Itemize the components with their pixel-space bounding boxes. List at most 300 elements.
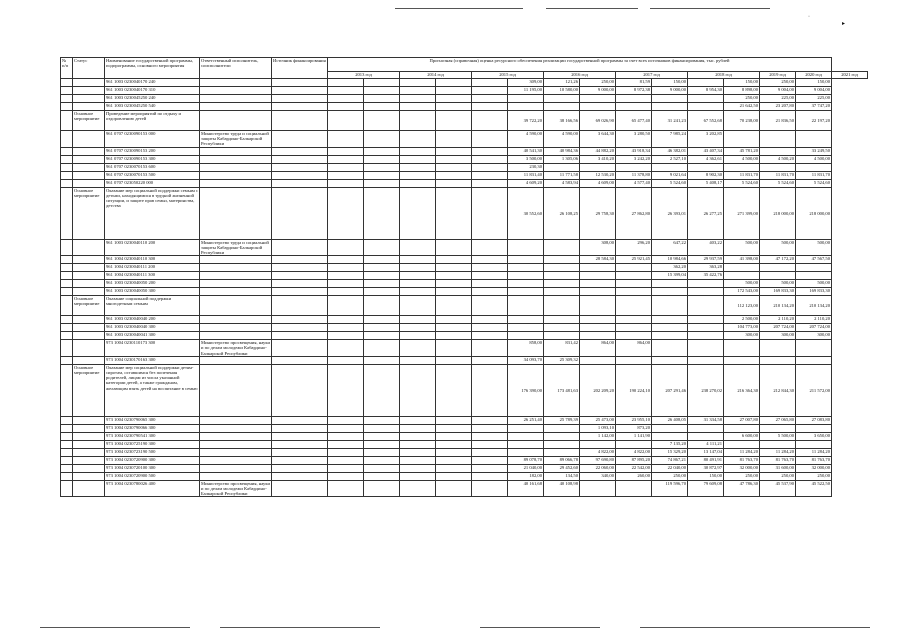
value-cell: 27 862,80: [616, 187, 652, 239]
row-num-cell: [61, 111, 73, 131]
value-cell: [328, 111, 364, 131]
row-status-cell: [73, 332, 105, 340]
value-cell: [616, 324, 652, 332]
row-executor-cell: [200, 171, 272, 179]
value-cell: 362,20: [652, 264, 688, 272]
value-cell: [544, 448, 580, 456]
value-cell: 119 596,70: [652, 480, 688, 497]
value-cell: 13 147,04: [688, 448, 724, 456]
value-cell: 6 600,00: [724, 432, 760, 440]
value-cell: [580, 264, 616, 272]
value-cell: 309,00: [508, 79, 544, 87]
value-cell: [400, 472, 436, 480]
row-executor-cell: [200, 440, 272, 448]
row-name-cell: 961 1003 0230040050 200: [105, 280, 200, 288]
value-cell: [580, 480, 616, 497]
row-name-cell: 973 1004 0230720900 300: [105, 456, 200, 464]
value-cell: [616, 332, 652, 340]
value-cell: 5 500,00: [760, 432, 796, 440]
value-cell: 11 284,20: [760, 448, 796, 456]
value-cell: [400, 103, 436, 111]
value-cell: [328, 424, 364, 432]
value-cell: [472, 472, 508, 480]
value-cell: [688, 103, 724, 111]
scan-artifact-mark: ·: [808, 14, 810, 20]
row-executor-cell: [200, 256, 272, 264]
value-cell: [580, 316, 616, 324]
value-cell: [328, 147, 364, 155]
row-name-cell: 961 1003 0230040041 300: [105, 332, 200, 340]
table-row: [61, 187, 868, 239]
value-cell: [400, 131, 436, 148]
row-source-cell: [272, 324, 328, 332]
row-num-cell: [61, 272, 73, 280]
row-executor-cell: [200, 416, 272, 424]
value-cell: [436, 296, 472, 316]
row-status-cell: [73, 324, 105, 332]
value-cell: [508, 332, 544, 340]
value-cell: 40 161,68: [508, 480, 544, 497]
value-cell: [652, 332, 688, 340]
value-cell: 29 452,60: [544, 464, 580, 472]
value-cell: 8 898,00: [724, 87, 760, 95]
row-source-cell: [272, 95, 328, 103]
value-cell: [724, 440, 760, 448]
value-cell: [796, 356, 832, 364]
value-cell: [400, 316, 436, 324]
value-cell: 81,59: [616, 79, 652, 87]
value-cell: [328, 131, 364, 148]
row-executor-cell: [200, 324, 272, 332]
row-name-cell: 973 1004 0230110173 300: [105, 340, 200, 357]
value-cell: 22 542,00: [616, 464, 652, 472]
row-executor-cell: [200, 472, 272, 480]
header-year-5: 2017 год: [616, 72, 688, 79]
value-cell: [328, 332, 364, 340]
value-cell: [436, 356, 472, 364]
row-name-cell: 961 0707 0230090153 000: [105, 131, 200, 148]
value-cell: 4 609,00: [580, 179, 616, 187]
value-cell: [400, 356, 436, 364]
value-cell: [508, 256, 544, 264]
value-cell: [616, 95, 652, 103]
value-cell: 3 650,00: [796, 432, 832, 440]
value-cell: 2 527,10: [652, 155, 688, 163]
value-cell: [364, 79, 400, 87]
row-source-cell: [272, 179, 328, 187]
value-cell: [688, 163, 724, 171]
value-cell: [436, 131, 472, 148]
value-cell: [616, 272, 652, 280]
value-cell: [436, 440, 472, 448]
value-cell: 4 500,00: [796, 155, 832, 163]
value-cell: [400, 272, 436, 280]
value-cell: [364, 416, 400, 424]
value-cell: 308,00: [580, 239, 616, 256]
value-cell: [724, 264, 760, 272]
value-cell: [400, 432, 436, 440]
value-cell: [328, 179, 364, 187]
row-name-cell: 973 1004 0230720100 300: [105, 464, 200, 472]
row-num-cell: [61, 316, 73, 324]
value-cell: [328, 440, 364, 448]
value-cell: [472, 155, 508, 163]
value-cell: 22 197,20: [796, 111, 832, 131]
value-cell: 250,00: [724, 472, 760, 480]
value-cell: 4 500,20: [760, 155, 796, 163]
value-cell: [616, 356, 652, 364]
value-cell: [796, 272, 832, 280]
row-num-cell: [61, 332, 73, 340]
value-cell: [472, 340, 508, 357]
row-source-cell: [272, 448, 328, 456]
row-status-cell: [73, 179, 105, 187]
row-source-cell: [272, 187, 328, 239]
row-name-cell: Проведение мероприятий по отдыху и оздоровлению детей: [105, 111, 200, 131]
value-cell: 47 172,20: [760, 256, 796, 264]
value-cell: [364, 256, 400, 264]
value-cell: [436, 187, 472, 239]
value-cell: 25 789,39: [544, 416, 580, 424]
value-cell: [472, 288, 508, 296]
value-cell: [472, 179, 508, 187]
value-cell: 40 541,30: [508, 147, 544, 155]
value-cell: [400, 296, 436, 316]
value-cell: 11 831,40: [508, 171, 544, 179]
value-cell: [364, 239, 400, 256]
value-cell: [400, 456, 436, 464]
value-cell: [688, 316, 724, 324]
value-cell: 45 781,20: [724, 147, 760, 155]
value-cell: 176 390,00: [508, 364, 544, 416]
row-name-cell: 961 1003 0230040170 240: [105, 79, 200, 87]
row-name-cell: 973 1004 0230720900 500: [105, 472, 200, 480]
value-cell: 11 284,20: [796, 448, 832, 456]
value-cell: [472, 79, 508, 87]
value-cell: [400, 464, 436, 472]
row-source-cell: [272, 364, 328, 416]
value-cell: [364, 340, 400, 357]
row-name-cell: 973 1004 0230790065 300: [105, 416, 200, 424]
value-cell: [400, 95, 436, 103]
value-cell: 11 378,80: [616, 171, 652, 179]
value-cell: 4 583,94: [544, 179, 580, 187]
value-cell: [364, 440, 400, 448]
value-cell: [400, 364, 436, 416]
value-cell: 67 552,68: [688, 111, 724, 131]
row-status-cell: [73, 79, 105, 87]
value-cell: [436, 288, 472, 296]
value-cell: [760, 163, 796, 171]
row-name-cell: 973 1004 0230725190 300: [105, 440, 200, 448]
value-cell: 21 642,50: [724, 103, 760, 111]
value-cell: 69 026,90: [580, 111, 616, 131]
value-cell: 150,00: [796, 79, 832, 87]
value-cell: 31 241,23: [652, 111, 688, 131]
value-cell: 5 524,60: [724, 179, 760, 187]
row-executor-cell: [200, 356, 272, 364]
value-cell: 150,00: [724, 79, 760, 87]
row-source-cell: [272, 456, 328, 464]
row-status-cell: [73, 464, 105, 472]
value-cell: 218 000,00: [796, 187, 832, 239]
value-cell: 65 477,40: [616, 111, 652, 131]
value-cell: 5 524,60: [760, 179, 796, 187]
value-cell: 210 134,20: [796, 296, 832, 316]
row-executor-cell: [200, 432, 272, 440]
header-executor: Ответственный исполнитель, соисполнители: [200, 58, 272, 79]
value-cell: 35 422,76: [688, 272, 724, 280]
value-cell: 37 747,20: [796, 103, 832, 111]
value-cell: 11 831,70: [796, 171, 832, 179]
value-cell: 97 690,80: [580, 456, 616, 464]
value-cell: 4 577,40: [616, 179, 652, 187]
row-num-cell: [61, 79, 73, 87]
row-num-cell: [61, 147, 73, 155]
value-cell: [364, 163, 400, 171]
row-name-cell: 961 0707 0230070153 500: [105, 171, 200, 179]
row-executor-cell: [200, 103, 272, 111]
value-cell: 10 580,00: [544, 87, 580, 95]
value-cell: [616, 480, 652, 497]
value-cell: [760, 424, 796, 432]
value-cell: [652, 340, 688, 357]
value-cell: [544, 272, 580, 280]
value-cell: 173 481,63: [544, 364, 580, 416]
value-cell: 300,00: [724, 332, 760, 340]
value-cell: [400, 239, 436, 256]
row-name-cell: 961 1003 0230045250 240: [105, 95, 200, 103]
row-source-cell: [272, 480, 328, 497]
table-row: [61, 103, 868, 111]
value-cell: [724, 272, 760, 280]
value-cell: 216 364,30: [724, 364, 760, 416]
value-cell: 9 004,00: [796, 87, 832, 95]
value-cell: 34 093,70: [508, 356, 544, 364]
value-cell: 21 040,00: [508, 464, 544, 472]
value-cell: [616, 280, 652, 288]
value-cell: [364, 272, 400, 280]
value-cell: [364, 155, 400, 163]
value-cell: 172 543,00: [724, 288, 760, 296]
value-cell: [760, 440, 796, 448]
row-status-cell: [73, 472, 105, 480]
value-cell: [688, 356, 724, 364]
value-cell: [328, 480, 364, 497]
value-cell: 21 836,50: [760, 111, 796, 131]
value-cell: [436, 424, 472, 432]
value-cell: [400, 332, 436, 340]
row-name-cell: Оказание мер социальной поддержки детям-сиротам, оставшимся без попечения родителей, лицам из числа указанной категории детей, а также гражданам, желающим взять детей на воспитание в семью: [105, 364, 200, 416]
value-cell: 230,30: [508, 163, 544, 171]
table-row: [61, 432, 868, 440]
value-cell: 15 329,20: [652, 448, 688, 456]
value-cell: 9 021,64: [652, 171, 688, 179]
value-cell: [616, 288, 652, 296]
value-cell: [328, 239, 364, 256]
row-status-cell: [73, 456, 105, 464]
value-cell: [472, 256, 508, 264]
value-cell: [508, 288, 544, 296]
value-cell: 3 280,50: [616, 131, 652, 148]
value-cell: [544, 95, 580, 103]
value-cell: [724, 131, 760, 148]
value-cell: 43 407,34: [688, 147, 724, 155]
table-row: [61, 480, 868, 497]
table-row: [61, 472, 868, 480]
row-status-cell: [73, 448, 105, 456]
value-cell: [508, 316, 544, 324]
row-name-cell: 973 1004 0230790066 300: [105, 424, 200, 432]
table-row: [61, 332, 868, 340]
value-cell: [364, 424, 400, 432]
scan-artifact-line: [650, 8, 770, 9]
value-cell: [400, 480, 436, 497]
value-cell: [436, 472, 472, 480]
row-executor-cell: Министерство труда и социальной защиты Кабардино-Балкарской Республики: [200, 239, 272, 256]
value-cell: [472, 131, 508, 148]
row-executor-cell: [200, 111, 272, 131]
row-executor-cell: [200, 163, 272, 171]
row-executor-cell: [200, 264, 272, 272]
value-cell: [580, 288, 616, 296]
value-cell: [364, 472, 400, 480]
value-cell: 27 083,80: [796, 416, 832, 424]
row-executor-cell: [200, 272, 272, 280]
value-cell: 9 000,00: [652, 87, 688, 95]
row-num-cell: [61, 288, 73, 296]
row-source-cell: [272, 296, 328, 316]
value-cell: [544, 424, 580, 432]
value-cell: 169 833,30: [796, 288, 832, 296]
value-cell: 169 833,30: [760, 288, 796, 296]
row-num-cell: [61, 87, 73, 95]
value-cell: [328, 79, 364, 87]
table-row: [61, 171, 868, 179]
value-cell: 23 955,10: [616, 416, 652, 424]
value-cell: 28 584,30: [580, 256, 616, 264]
row-source-cell: [272, 432, 328, 440]
value-cell: 182,00: [508, 472, 544, 480]
value-cell: [580, 272, 616, 280]
value-cell: [436, 480, 472, 497]
row-status-cell: Основное мероприятие: [73, 364, 105, 416]
row-num-cell: [61, 324, 73, 332]
row-name-cell: 961 1003 0230045250 540: [105, 103, 200, 111]
value-cell: [436, 432, 472, 440]
value-cell: [436, 179, 472, 187]
value-cell: 5 524,60: [796, 179, 832, 187]
row-source-cell: [272, 264, 328, 272]
value-cell: [436, 256, 472, 264]
document-sheet: [60, 57, 868, 497]
value-cell: [796, 163, 832, 171]
value-cell: [364, 316, 400, 324]
value-cell: 31 334,58: [688, 416, 724, 424]
value-cell: [400, 440, 436, 448]
value-cell: 30 552,60: [508, 187, 544, 239]
header-status: Статус: [73, 58, 105, 79]
value-cell: 29 758,30: [580, 187, 616, 239]
value-cell: [544, 239, 580, 256]
value-cell: [544, 432, 580, 440]
table-row: [61, 340, 868, 357]
value-cell: 250,00: [760, 79, 796, 87]
row-source-cell: [272, 416, 328, 424]
value-cell: [436, 332, 472, 340]
value-cell: [616, 264, 652, 272]
value-cell: [364, 324, 400, 332]
value-cell: 79 609,08: [688, 480, 724, 497]
row-executor-cell: [200, 147, 272, 155]
value-cell: [508, 264, 544, 272]
row-executor-cell: [200, 155, 272, 163]
row-num-cell: [61, 464, 73, 472]
value-cell: 250,00: [580, 79, 616, 87]
row-executor-cell: [200, 179, 272, 187]
value-cell: [472, 356, 508, 364]
value-cell: 4 111,21: [688, 440, 724, 448]
value-cell: [364, 448, 400, 456]
row-name-cell: 961 1004 0230040111 200: [105, 264, 200, 272]
value-cell: 831,42: [544, 340, 580, 357]
value-cell: [328, 356, 364, 364]
value-cell: [544, 324, 580, 332]
value-cell: [508, 296, 544, 316]
value-cell: 1 142,00: [580, 432, 616, 440]
table-row: [61, 316, 868, 324]
value-cell: 39 722,20: [508, 111, 544, 131]
value-cell: 89 078,70: [508, 456, 544, 464]
value-cell: [652, 296, 688, 316]
value-cell: [508, 239, 544, 256]
value-cell: 47 786,30: [724, 480, 760, 497]
table-row: [61, 272, 868, 280]
value-cell: [328, 296, 364, 316]
value-cell: 32 000,00: [724, 464, 760, 472]
scan-artifact-line: [480, 627, 600, 628]
value-cell: 112 123,00: [724, 296, 760, 316]
header-estimate: Прогнозная (справочная) оценка ресурсного обеспечения реализации государственной программы за счет всех источников финансирования, тыс. рублей: [328, 58, 832, 72]
row-name-cell: 961 0707 023050220 000: [105, 179, 200, 187]
table-row: [61, 364, 868, 416]
value-cell: [544, 163, 580, 171]
value-cell: [580, 280, 616, 288]
value-cell: 2 500,00: [724, 316, 760, 324]
value-cell: [472, 280, 508, 288]
row-executor-cell: [200, 79, 272, 87]
row-status-cell: [73, 424, 105, 432]
value-cell: 40 108,98: [544, 480, 580, 497]
row-source-cell: [272, 332, 328, 340]
value-cell: [724, 356, 760, 364]
value-cell: 225,00: [760, 95, 796, 103]
header-year-3: 2015 год: [472, 72, 544, 79]
value-cell: [436, 239, 472, 256]
row-status-cell: [73, 239, 105, 256]
value-cell: [544, 316, 580, 324]
value-cell: [688, 340, 724, 357]
value-cell: [472, 296, 508, 316]
value-cell: [436, 324, 472, 332]
value-cell: [544, 256, 580, 264]
row-source-cell: [272, 472, 328, 480]
value-cell: 7 985,24: [652, 131, 688, 148]
value-cell: [328, 264, 364, 272]
row-executor-cell: [200, 464, 272, 472]
row-num-cell: [61, 187, 73, 239]
value-cell: [436, 272, 472, 280]
